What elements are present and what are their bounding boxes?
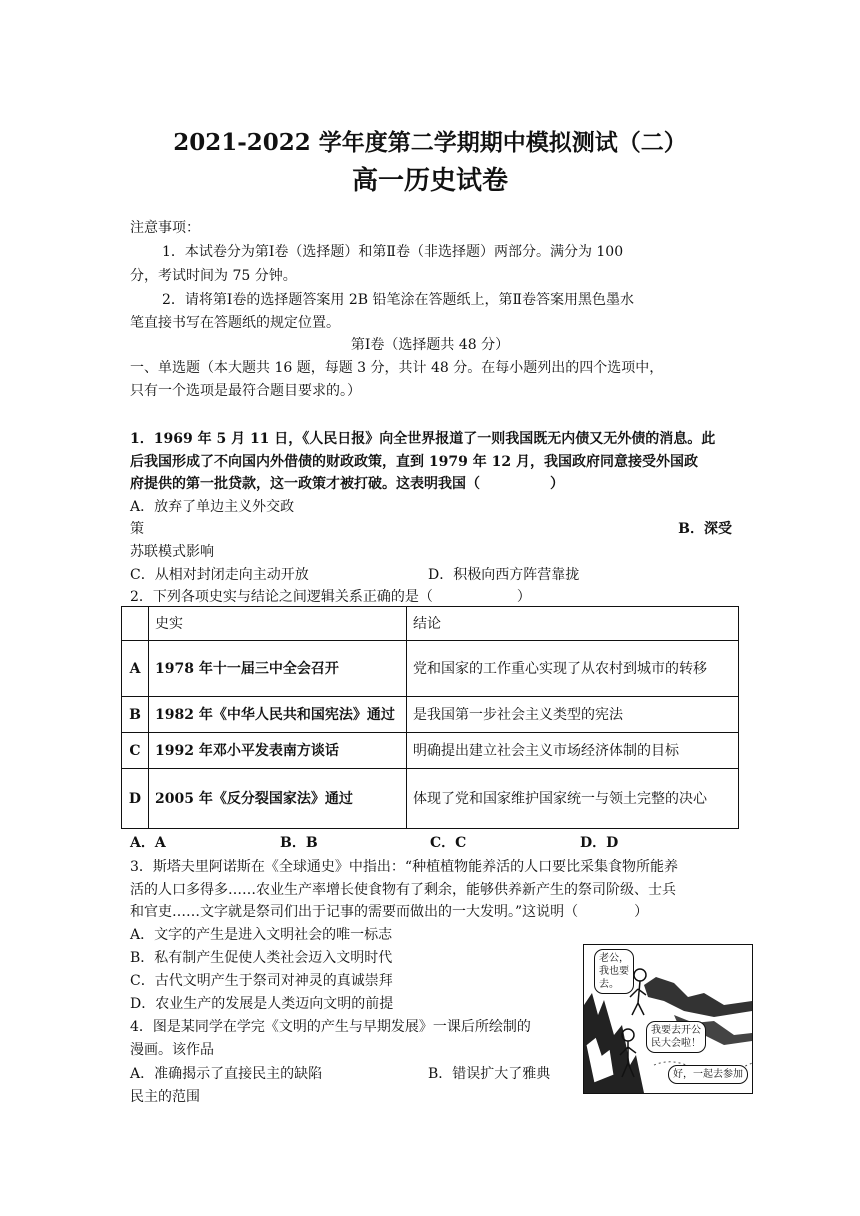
q3-option-a: A．文字的产生是进入文明社会的唯一标志 (130, 927, 393, 943)
row-fact: 1982 年《中华人民共和国宪法》通过 (149, 697, 407, 733)
q2-option-b: B．B (280, 835, 318, 851)
row-label: A (122, 641, 149, 697)
notes-heading: 注意事项： (130, 220, 200, 236)
table-row (122, 697, 739, 733)
q4-option-b: B．错误扩大了雅典 (428, 1066, 551, 1082)
part1-heading: 第Ⅰ卷（选择题共 48 分） (350, 337, 510, 353)
table-row (122, 641, 739, 697)
part1-instruction-line-1: 一、单选题（本大题共 16 题，每题 3 分，共计 48 分。在每小题列出的四个选项中， (130, 360, 664, 376)
bubble-wife-line-3: 去。 (599, 979, 619, 990)
row-conclusion: 明确提出建立社会主义市场经济体制的目标 (407, 733, 739, 769)
q2-stem: 2．下列各项史实与结论之间逻辑关系正确的是（ ） (130, 589, 531, 605)
notes-item-1-line-1: 1．本试卷分为第Ⅰ卷（选择题）和第Ⅱ卷（非选择题）两部分。满分为 100 (162, 244, 624, 260)
q1-option-d: D．积极向西方阵营靠拢 (428, 567, 580, 583)
exam-subtitle: 高一历史试卷 (351, 166, 508, 196)
q2-option-d: D．D (580, 835, 619, 851)
q4-option-b-cont: 民主的范围 (130, 1089, 200, 1105)
bubble-husband-line-2: 民大会啦！ (651, 1038, 701, 1049)
table-row (122, 769, 739, 829)
notes-item-2-line-2: 笔直接书写在答题纸的规定位置。 (130, 315, 340, 331)
row-conclusion: 体现了党和国家维护国家统一与领土完整的决心 (407, 769, 739, 829)
part1-instruction-line-2: 只有一个选项是最符合题目要求的。） (130, 383, 361, 399)
row-fact: 1978 年十一届三中全会召开 (149, 641, 407, 697)
table-header-blank (122, 607, 149, 641)
q1-stem-line-3: 府提供的第一批贷款，这一政策才被打破。这表明我国（ ） (130, 476, 564, 492)
row-fact: 2005 年《反分裂国家法》通过 (149, 769, 407, 829)
q3-option-c: C．古代文明产生于祭司对神灵的真诚崇拜 (130, 973, 393, 989)
q3-stem-line-2: 活的人口多得多……农业生产率增长使食物有了剩余，能够供养新产生的祭司阶级、士兵 (130, 882, 676, 898)
q1-option-c: C．从相对封闭走向主动开放 (130, 567, 309, 583)
speech-bubble-wife (594, 949, 634, 994)
table-row (122, 733, 739, 769)
q2-option-c: C．C (430, 835, 467, 851)
speech-bubble-husband (646, 1021, 706, 1053)
row-fact: 1992 年邓小平发表南方谈话 (149, 733, 407, 769)
q4-stem-line-1: 4．图是某同学在学完《文明的产生与早期发展》一课后所绘制的 (130, 1019, 531, 1035)
q1-option-a-cont: 策 (130, 521, 144, 537)
row-label: D (122, 769, 149, 829)
table-header-row (122, 607, 739, 641)
cartoon-illustration (583, 944, 753, 1094)
q3-option-d: D．农业生产的发展是人类迈向文明的前提 (130, 996, 394, 1012)
q3-stem-line-1: 3．斯塔夫里阿诺斯在《全球通史》中指出：“种植植物能养活的人口要比采集食物所能养 (130, 859, 679, 875)
q3-option-b: B．私有制产生促使人类社会迈入文明时代 (130, 950, 393, 966)
notes-item-1-line-2: 分，考试时间为 75 分钟。 (130, 268, 297, 284)
speech-bubble-reply: 好，一起去参加 (668, 1065, 748, 1084)
q1-option-a: A．放弃了单边主义外交政 (130, 499, 295, 515)
row-label: C (122, 733, 149, 769)
table-header-conclusion: 结论 (407, 607, 739, 641)
bubble-husband-line-1: 我要去开公 (651, 1025, 701, 1036)
table-header-fact: 史实 (149, 607, 407, 641)
q1-option-b-cont: 苏联模式影响 (130, 544, 214, 560)
q2-table (121, 606, 739, 829)
row-label: B (122, 697, 149, 733)
q1-stem-line-2: 后我国形成了不向国内外借债的财政政策，直到 1979 年 12 月，我国政府同意接受外国政 (130, 454, 698, 470)
q1-stem-line-1: 1．1969 年 5 月 11 日，《人民日报》向全世界报道了一则我国既无内债又无外债的消息。此 (130, 431, 716, 447)
notes-item-2-line-1: 2．请将第Ⅰ卷的选择题答案用 2B 铅笔涂在答题纸上，第Ⅱ卷答案用黑色墨水 (162, 292, 635, 308)
q2-option-a: A．A (130, 835, 166, 851)
q1-option-b: B．深受 (678, 521, 732, 537)
exam-title: 2021-2022 学年度第二学期期中模拟测试（二） (173, 129, 687, 156)
row-conclusion: 是我国第一步社会主义类型的宪法 (407, 697, 739, 733)
q4-option-a: A．准确揭示了直接民主的缺陷 (130, 1066, 323, 1082)
bubble-wife-line-1: 老公， (599, 953, 629, 964)
q3-stem-line-3: 和官吏……文字就是祭司们出于记事的需要而做出的一大发明。”这说明（ ） (130, 904, 649, 920)
q4-stem-line-2: 漫画。该作品 (130, 1042, 214, 1058)
row-conclusion: 党和国家的工作重心实现了从农村到城市的转移 (407, 641, 739, 697)
bubble-wife-line-2: 我也要 (599, 966, 629, 977)
